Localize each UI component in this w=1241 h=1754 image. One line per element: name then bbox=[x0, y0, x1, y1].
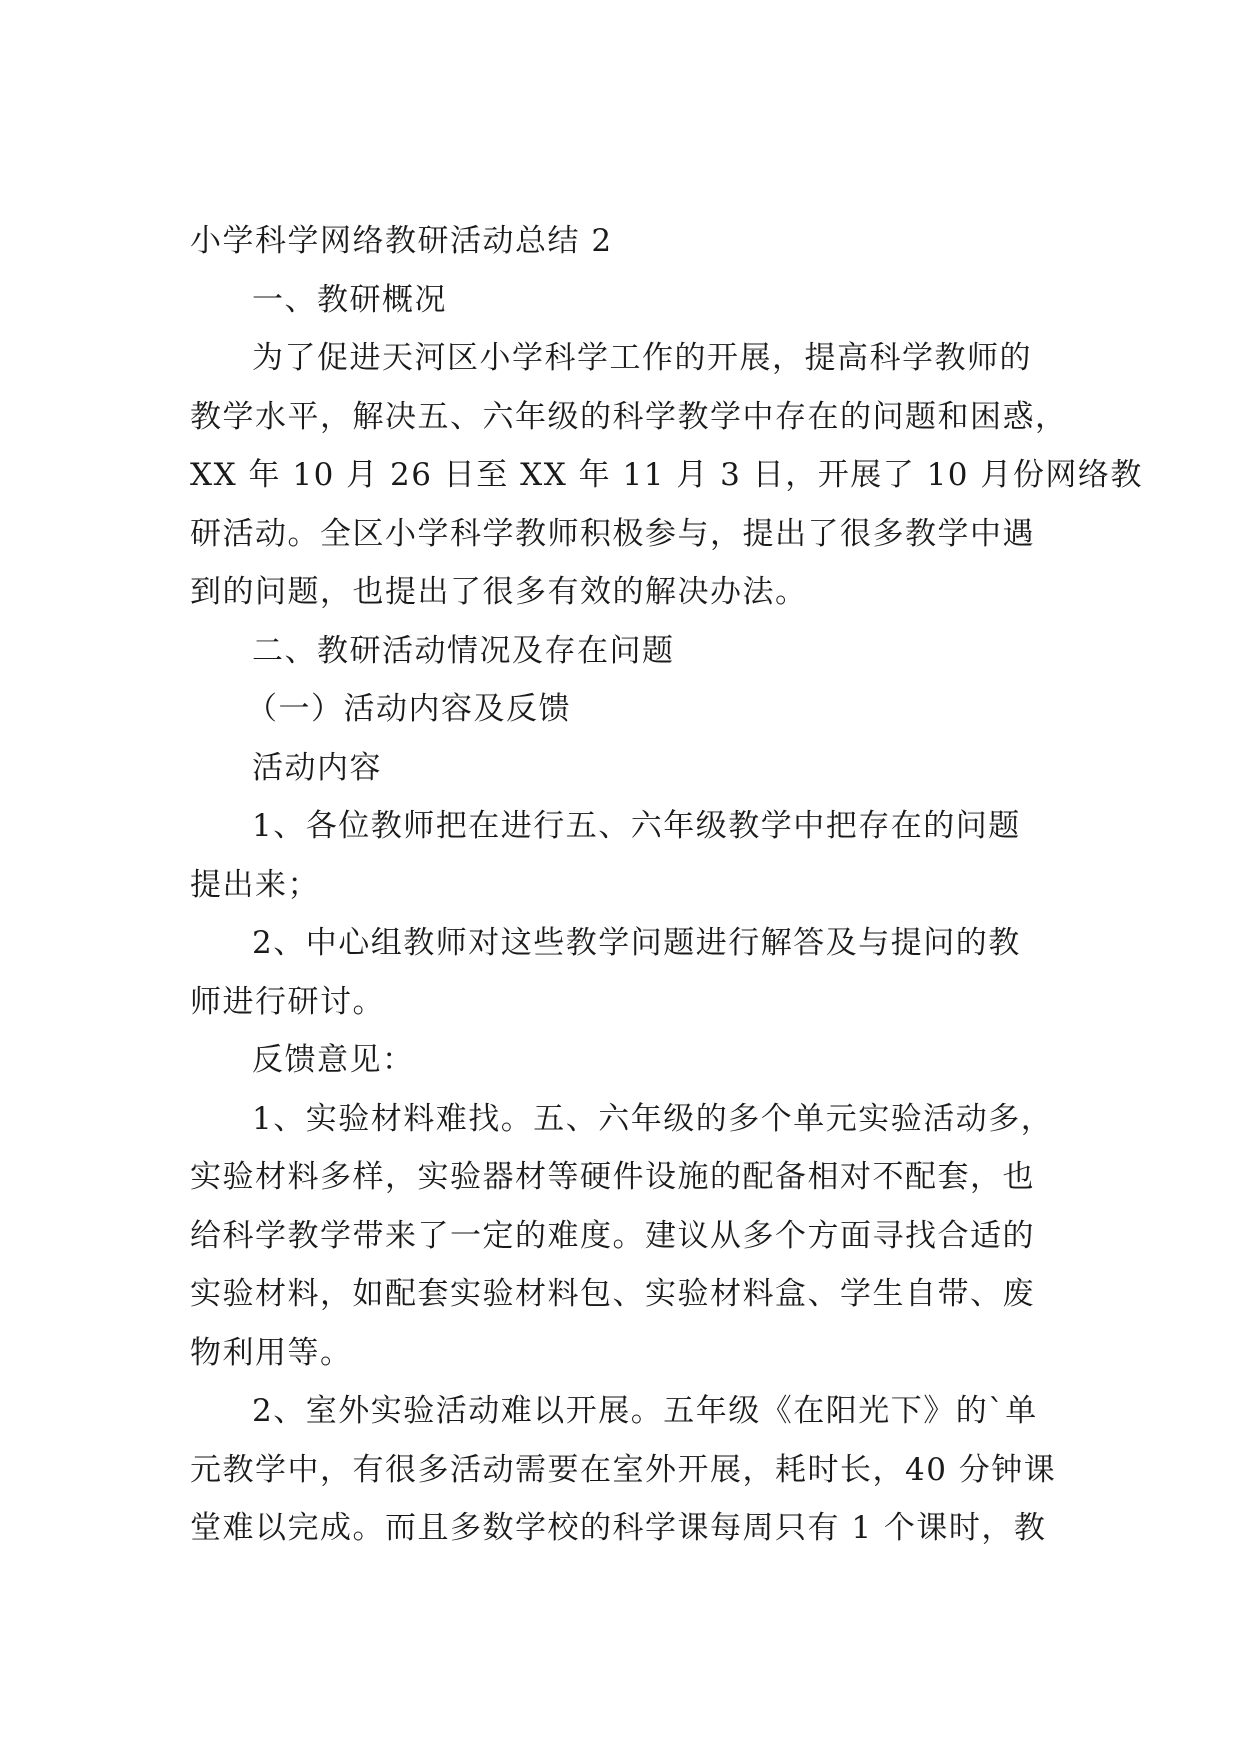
list-item-line: 堂难以完成。而且多数学校的科学课每周只有 1 个课时，教 bbox=[190, 1510, 1047, 1546]
list-item-line: 2、中心组教师对这些教学问题进行解答及与提问的教 bbox=[252, 925, 1021, 961]
subsection-heading: （一）活动内容及反馈 bbox=[246, 691, 571, 727]
list-item-line: 实验材料多样，实验器材等硬件设施的配备相对不配套，也 bbox=[190, 1159, 1035, 1195]
section-heading-activities: 二、教研活动情况及存在问题 bbox=[252, 632, 675, 669]
list-item-line: 实验材料，如配套实验材料包、实验材料盒、学生自带、废 bbox=[190, 1276, 1035, 1312]
subheading-feedback: 反馈意见： bbox=[252, 1042, 415, 1078]
list-item-line: 元教学中，有很多活动需要在室外开展，耗时长，40 分钟课 bbox=[190, 1451, 1057, 1488]
list-item-line: 物利用等。 bbox=[190, 1334, 353, 1371]
list-item-line: 师进行研讨。 bbox=[190, 983, 385, 1020]
paragraph-line: 到的问题，也提出了很多有效的解决办法。 bbox=[190, 574, 808, 610]
section-heading-overview: 一、教研概况 bbox=[252, 281, 447, 318]
list-item-line: 1、实验材料难找。五、六年级的多个单元实验活动多， bbox=[252, 1100, 1054, 1137]
subheading-activity-content: 活动内容 bbox=[252, 749, 382, 786]
paragraph-line: 为了促进天河区小学科学工作的开展，提高科学教师的 bbox=[252, 340, 1032, 376]
paragraph-line: 教学水平，解决五、六年级的科学教学中存在的问题和困惑， bbox=[190, 398, 1068, 435]
list-item-line: 1、各位教师把在进行五、六年级教学中把存在的问题 bbox=[252, 808, 1021, 844]
document-body bbox=[190, 212, 1143, 1558]
document-title: 小学科学网络教研活动总结 2 bbox=[190, 223, 613, 259]
paragraph-line: 研活动。全区小学科学教师积极参与，提出了很多教学中遇 bbox=[190, 515, 1035, 552]
list-item-line: 给科学教学带来了一定的难度。建议从多个方面寻找合适的 bbox=[190, 1217, 1035, 1254]
list-item-line: 2、室外实验活动难以开展。五年级《在阳光下》的`单 bbox=[252, 1393, 1038, 1429]
list-item-line: 提出来； bbox=[190, 866, 320, 903]
paragraph-line: XX 年 10 月 26 日至 XX 年 11 月 3 日，开展了 10 月份网络教 bbox=[190, 457, 1143, 493]
